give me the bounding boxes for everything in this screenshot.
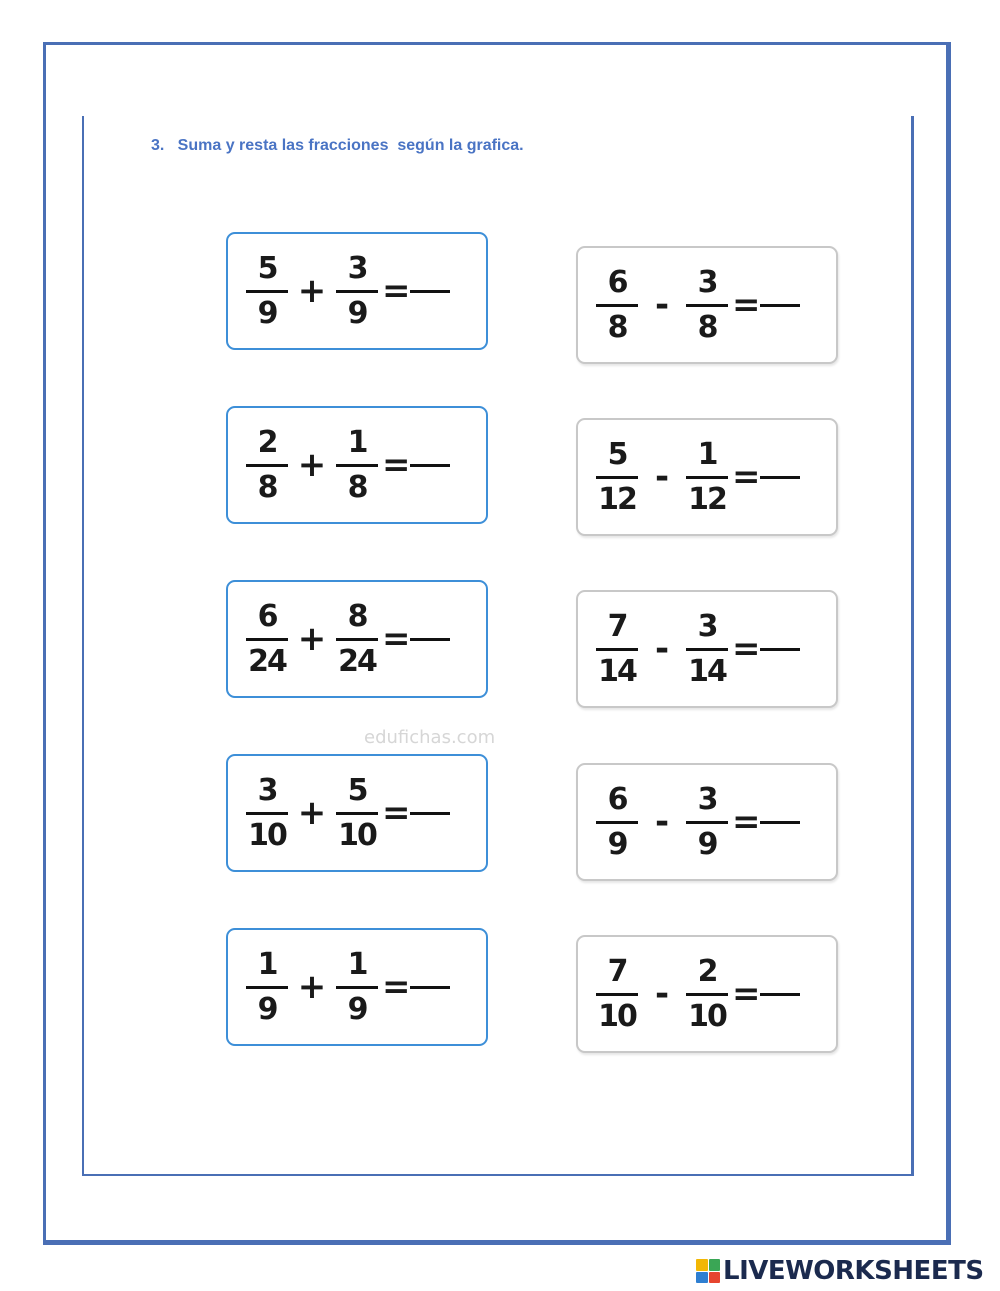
answer-blank[interactable] xyxy=(410,986,450,989)
fraction-b xyxy=(334,772,380,853)
denominator: 8 xyxy=(347,469,367,505)
fraction-a xyxy=(594,264,640,345)
denominator: 8 xyxy=(697,309,717,345)
subtraction-exercise-1 xyxy=(576,246,838,364)
equals-sign: = xyxy=(732,629,761,669)
denominator: 24 xyxy=(248,643,286,679)
plus-sign: + xyxy=(297,619,327,659)
numerator: 1 xyxy=(257,946,277,982)
equals-sign: = xyxy=(732,974,761,1014)
logo-tile-2 xyxy=(709,1259,721,1271)
denominator: 12 xyxy=(598,481,636,517)
fraction-a xyxy=(594,781,640,862)
numerator: 7 xyxy=(607,953,627,989)
fraction-b xyxy=(684,953,730,1034)
brand-name: LIVEWORKSHEETS xyxy=(723,1256,984,1286)
fraction-b xyxy=(334,598,380,679)
denominator: 10 xyxy=(338,817,376,853)
plus-sign: + xyxy=(297,793,327,833)
answer-blank[interactable] xyxy=(410,812,450,815)
minus-sign: - xyxy=(654,285,670,325)
fraction-a xyxy=(594,953,640,1034)
answer-blank[interactable] xyxy=(410,290,450,293)
liveworksheets-logo-icon xyxy=(696,1259,720,1283)
denominator: 10 xyxy=(688,998,726,1034)
answer-blank[interactable] xyxy=(410,464,450,467)
subtraction-exercise-5 xyxy=(576,935,838,1053)
denominator: 10 xyxy=(598,998,636,1034)
addition-exercise-1 xyxy=(226,232,488,350)
fraction-a xyxy=(244,772,290,853)
denominator: 24 xyxy=(338,643,376,679)
equals-sign: = xyxy=(382,271,411,311)
fraction-b xyxy=(684,781,730,862)
fraction-a xyxy=(244,946,290,1027)
addition-exercise-3 xyxy=(226,580,488,698)
numerator: 5 xyxy=(347,772,367,808)
numerator: 2 xyxy=(257,424,277,460)
subtraction-exercise-2 xyxy=(576,418,838,536)
denominator: 9 xyxy=(257,991,277,1027)
numerator: 1 xyxy=(347,424,367,460)
numerator: 3 xyxy=(347,250,367,286)
minus-sign: - xyxy=(654,457,670,497)
numerator: 3 xyxy=(257,772,277,808)
numerator: 3 xyxy=(697,781,717,817)
numerator: 8 xyxy=(347,598,367,634)
fraction-a xyxy=(244,598,290,679)
denominator: 9 xyxy=(347,295,367,331)
subtraction-exercise-4 xyxy=(576,763,838,881)
equals-sign: = xyxy=(732,802,761,842)
fraction-b xyxy=(334,946,380,1027)
numerator: 6 xyxy=(607,264,627,300)
answer-blank[interactable] xyxy=(410,638,450,641)
numerator: 6 xyxy=(257,598,277,634)
addition-exercise-5 xyxy=(226,928,488,1046)
numerator: 1 xyxy=(347,946,367,982)
numerator: 2 xyxy=(697,953,717,989)
numerator: 5 xyxy=(257,250,277,286)
answer-blank[interactable] xyxy=(760,476,800,479)
equals-sign: = xyxy=(382,967,411,1007)
subtraction-exercise-3 xyxy=(576,590,838,708)
denominator: 8 xyxy=(607,309,627,345)
plus-sign: + xyxy=(297,445,327,485)
fraction-a xyxy=(244,250,290,331)
fraction-b xyxy=(684,608,730,689)
logo-tile-3 xyxy=(696,1272,708,1284)
denominator: 14 xyxy=(688,653,726,689)
equals-sign: = xyxy=(382,619,411,659)
logo-tile-4 xyxy=(709,1272,721,1284)
equals-sign: = xyxy=(382,445,411,485)
fraction-b xyxy=(334,250,380,331)
numerator: 3 xyxy=(697,608,717,644)
denominator: 9 xyxy=(347,991,367,1027)
numerator: 3 xyxy=(697,264,717,300)
numerator: 1 xyxy=(697,436,717,472)
denominator: 10 xyxy=(248,817,286,853)
plus-sign: + xyxy=(297,271,327,311)
minus-sign: - xyxy=(654,629,670,669)
denominator: 9 xyxy=(257,295,277,331)
addition-exercise-2 xyxy=(226,406,488,524)
liveworksheets-brand xyxy=(696,1254,984,1288)
fraction-b xyxy=(334,424,380,505)
numerator: 7 xyxy=(607,608,627,644)
answer-blank[interactable] xyxy=(760,304,800,307)
answer-blank[interactable] xyxy=(760,648,800,651)
logo-tile-1 xyxy=(696,1259,708,1271)
minus-sign: - xyxy=(654,802,670,842)
fraction-b xyxy=(684,264,730,345)
minus-sign: - xyxy=(654,974,670,1014)
fraction-a xyxy=(594,436,640,517)
denominator: 14 xyxy=(598,653,636,689)
fraction-a xyxy=(594,608,640,689)
fraction-a xyxy=(244,424,290,505)
instruction-text: 3. Suma y resta las fracciones según la grafica. xyxy=(151,137,524,154)
answer-blank[interactable] xyxy=(760,821,800,824)
addition-exercise-4 xyxy=(226,754,488,872)
numerator: 6 xyxy=(607,781,627,817)
watermark-middle: edufichas.com xyxy=(364,727,496,748)
numerator: 5 xyxy=(607,436,627,472)
plus-sign: + xyxy=(297,967,327,1007)
fraction-b xyxy=(684,436,730,517)
equals-sign: = xyxy=(382,793,411,833)
equals-sign: = xyxy=(732,285,761,325)
denominator: 12 xyxy=(688,481,726,517)
answer-blank[interactable] xyxy=(760,993,800,996)
denominator: 8 xyxy=(257,469,277,505)
denominator: 9 xyxy=(697,826,717,862)
equals-sign: = xyxy=(732,457,761,497)
denominator: 9 xyxy=(607,826,627,862)
